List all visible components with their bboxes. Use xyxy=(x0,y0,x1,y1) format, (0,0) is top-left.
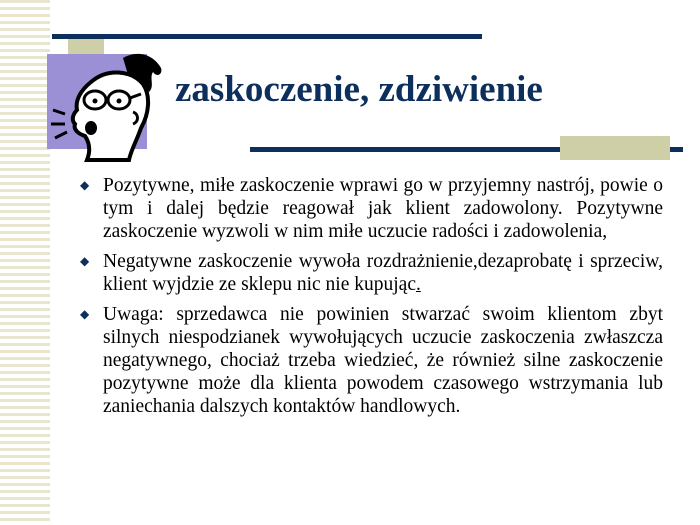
bullet-list xyxy=(78,174,663,425)
bullet-text-tail: . xyxy=(415,274,421,295)
diamond-bullet-icon: ◆ xyxy=(80,254,90,268)
bullet-item xyxy=(78,303,663,418)
diamond-bullet-icon: ◆ xyxy=(80,307,90,321)
surprised-face-clipart-icon xyxy=(45,48,170,163)
bullet-text: Pozytywne, miłe zaskoczenie wprawi go w przyjemny nastrój, powie o tym i dalej będzie reagował jak klient zadowolony. Pozytywne zaskoczenie wyzwoli w nim miłe uczucie radości i zadowolenia, xyxy=(103,175,663,242)
decorative-stripes xyxy=(0,0,50,525)
bullet-text: Uwaga: sprzedawca nie powinien stwarzać swoim klientom zbyt silnych niespodzianek wywołujących uczucie zaskoczenia zwłaszcza negatywnego, chociaż trzeba wiedzieć, że również silne zaskoczenie pozytywne może dla klienta powodem czasowego wstrzymania lub zaniechania dalszych kontaktów handlowych. xyxy=(103,304,663,417)
bottom-accent-block xyxy=(560,136,670,160)
top-rule xyxy=(52,34,482,39)
bullet-text: Negatywne zaskoczenie wywoła rozdrażnienie,dezaprobatę i sprzeciw, klient wyjdzie ze sklepu nic nie kupując xyxy=(103,251,663,295)
slide-title: zaskoczenie, zdziwienie xyxy=(175,69,543,110)
bullet-item xyxy=(78,174,663,243)
bullet-item xyxy=(78,250,663,296)
diamond-bullet-icon: ◆ xyxy=(80,178,90,192)
